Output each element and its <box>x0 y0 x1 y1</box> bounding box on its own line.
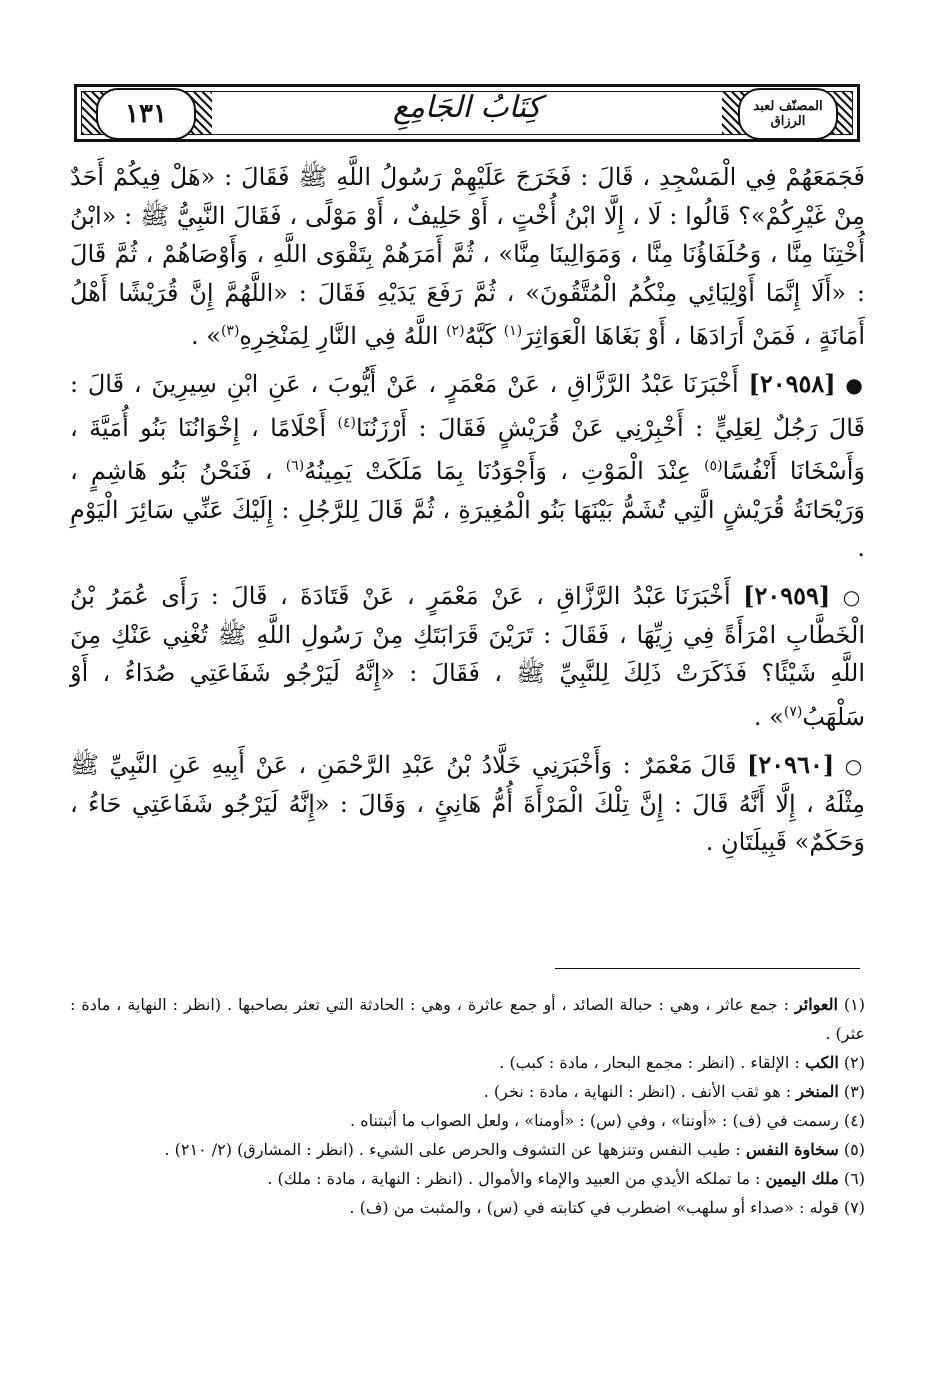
paragraph-text: قَالَ مَعْمَرٌ : وَأَخْبَرَنِي خَلَّادُ بْنُ عَبْدِ الرَّحْمَنِ ، عَنْ أَبِيهِ عَنِ النَّبِيِّ ﷺ مِثْلَهُ ، إِلَّا أَنَّهُ قَالَ : إِنَّ تِلْكَ الْمَرْأَةَ أُمُّ هَانِئٍ ، وَقَالَ : «إِنَّهُ لَيَرْجُو شَفَاعَتِي حَاءُ ، وَحَكَمٌ» قَبِيلَتَانِ . <box>70 750 865 857</box>
footnote <box>70 990 865 1048</box>
footnote-text: : ما تملكه الأيدي من العبيد والإماء والأموال . (انظر : النهاية ، مادة : ملك) . <box>267 1169 761 1188</box>
footnote <box>70 1193 865 1222</box>
hadith-number: [٢٠٩٥٩] <box>743 581 831 611</box>
footnote-number: (١) <box>843 995 865 1014</box>
footnote-text: : الإلقاء . (انظر : مجمع البحار ، مادة : كبب) . <box>499 1053 800 1072</box>
paragraph-text: ، فَنَحْنُ بَنُو هَاشِمٍ ، وَرَيْحَانَةُ قُرَيْشٍ الَّتِي تُشَمُّ بَيْنَهَا بَنُو الْمُغِيرَةِ ، ثُمَّ قَالَ لِلرَّجُلِ : إِلَيْكَ عَنِّي سَائِرَ الْيَوْمِ . <box>70 457 865 562</box>
paragraph <box>70 746 865 862</box>
paragraph-marker: ○ <box>844 753 865 778</box>
footnote-ref[interactable]: (٣) <box>220 322 240 339</box>
paragraph-text: عِنْدَ الْمَوْتِ ، وَأَجْوَدُنَا بِمَا مَلَكَتْ يَمِينُهُ <box>304 457 705 486</box>
paragraph <box>70 158 865 355</box>
footnotes <box>70 990 865 1222</box>
paragraph <box>70 577 865 736</box>
footnote-term: العوائر <box>794 995 838 1014</box>
paragraph-text: أَخْبَرَنَا عَبْدُ الرَّزَّاقِ ، عَنْ مَعْمَرٍ ، عَنْ أَيُّوبَ ، عَنِ ابْنِ سِيرِينَ ، قَالَ : قَالَ رَجُلٌ لِعَلِيٍّ : أَخْبِرْنِي عَنْ قُرَيْشٍ فَقَالَ : أَرْزَنُنَا <box>70 370 865 443</box>
footnote-ref[interactable]: (٦) <box>285 458 305 475</box>
footnote-text: قوله : «صداء أو سلهب» اضطرب في كتابته في (س) ، والمثبت من (ف) . <box>349 1198 839 1217</box>
main-text <box>70 158 865 871</box>
footnote-number: (٣) <box>843 1082 865 1101</box>
footnote-ref[interactable]: (٢) <box>446 322 465 339</box>
footnote-term: الكب <box>804 1053 839 1072</box>
paragraph-text: فَجَمَعَهُمْ فِي الْمَسْجِدِ ، قَالَ : فَخَرَجَ عَلَيْهِمْ رَسُولُ اللَّهِ ﷺ فَقَالَ : «هَلْ فِيكُمْ أَحَدٌ مِنْ غَيْرِكُمْ»؟ قَالُوا : لَا ، إِلَّا ابْنُ أُخْتٍ ، أَوْ حَلِيفٌ ، أَوْ مَوْلًى ، فَقَالَ النَّبِيُّ ﷺ : «ابْنُ أُخْتِنَا مِنَّا ، وَحُلَفَاؤُنَا مِنَّا ، وَمَوَالِينَا مِنَّا» ، ثُمَّ أَمَرَهُمْ بِتَقْوَى اللَّهِ ، وَأَوْصَاهُمْ ، ثُمَّ قَالَ : «أَلَا إِنَّمَا أَوْلِيَائِي مِنْكُمُ الْمُتَّقُونَ» ، ثُمَّ رَفَعَ يَدَيْهِ فَقَالَ : «اللَّهُمَّ إِنَّ قُرَيْشًا أَهْلُ أَمَانَةٍ ، فَمَنْ أَرَادَهَا ، أَوْ بَغَاهَا الْعَوَاثِرَ <box>70 163 866 350</box>
footnote-number: (٦) <box>843 1169 865 1188</box>
footnote-term: المنخر <box>796 1082 839 1101</box>
footnote-number: (٧) <box>843 1198 865 1217</box>
paragraph-text: اللَّهُ فِي النَّارِ لِمَنْخِرِهِ <box>239 321 447 350</box>
footnote <box>70 1048 865 1077</box>
paragraph-marker: ● <box>845 373 865 398</box>
footnote-number: (٤) <box>843 1111 865 1130</box>
footnote-ref[interactable]: (٤) <box>337 415 357 432</box>
footnote-text: رسمت في (ف) : «أوننا» ، وفي (س) : «أومنا» ، ولعل الصواب ما أثبتناه . <box>350 1111 839 1130</box>
footnote-text: : هو ثقب الأنف . (انظر : النهاية ، مادة : نخر) . <box>483 1082 792 1101</box>
footnote <box>70 1164 865 1193</box>
paragraph-text: » . <box>190 321 221 350</box>
footnote-ref[interactable]: (١) <box>503 322 523 339</box>
footnote-term: ملك اليمين <box>765 1169 839 1188</box>
footnote-text: : طيب النفس وتنزهها عن التشوف والحرص على الشيء . (انظر : المشارق) (٢/ ٢١٠) . <box>164 1140 741 1159</box>
footnote-divider <box>555 968 860 969</box>
paragraph <box>70 365 865 567</box>
paragraph-text: أَحْلَامًا ، إِخْوَانُنَا بَنُو أُمَيَّةَ ، وَأَسْخَانَا أَنْفُسًا <box>70 414 865 486</box>
chapter-title: كِتَابُ الجَامِعِ <box>392 90 542 125</box>
footnote-number: (٢) <box>843 1053 865 1072</box>
footnote-ref[interactable]: (٧) <box>783 703 803 720</box>
hadith-number: [٢٠٩٦٠] <box>747 749 835 779</box>
paragraph-text: أَخْبَرَنَا عَبْدُ الرَّزَّاقِ ، عَنْ مَعْمَرٍ ، عَنْ قَتَادَةَ ، قَالَ : رَأَى عُمَرُ بْنُ الْخَطَّابِ امْرَأَةً فِي زِيِّهَا ، فَقَالَ : تَرَيْنَ قَرَابَتَكِ مِنْ رَسُولِ اللَّهِ ﷺ تُغْنِي عَنْكِ مِنَ اللَّهِ شَيْئًا؟ فَذَكَرَتْ ذَلِكَ لِلنَّبِيِّ ﷺ ، فَقَالَ : «إِنَّهُ لَيَرْجُو شَفَاعَتِي صُدَاءُ ، أَوْ سَلْهَبُ <box>70 582 865 731</box>
footnote <box>70 1106 865 1135</box>
footnote-text: : جمع عاثر ، وهي : حبالة الصائد ، أو جمع عاثرة ، وهي : الحادثة التي تعثر بصاحبها . (انظر : النهاية ، مادة : عثر) . <box>70 995 865 1043</box>
paragraph-text: » . <box>753 702 784 731</box>
footnote <box>70 1135 865 1164</box>
hadith-number: [٢٠٩٥٨] <box>748 369 836 399</box>
paragraph-marker: ○ <box>842 585 866 610</box>
footnote-number: (٥) <box>843 1140 865 1159</box>
page-header <box>74 84 860 144</box>
book-logo: المصنّف لعبد الرزاق <box>738 88 838 140</box>
paragraph-text: كَبَّهُ <box>464 321 504 350</box>
page-number: ١٣١ <box>96 88 196 140</box>
footnote <box>70 1077 865 1106</box>
footnote-ref[interactable]: (٥) <box>704 458 723 475</box>
footnote-term: سخاوة النفس <box>745 1140 839 1159</box>
